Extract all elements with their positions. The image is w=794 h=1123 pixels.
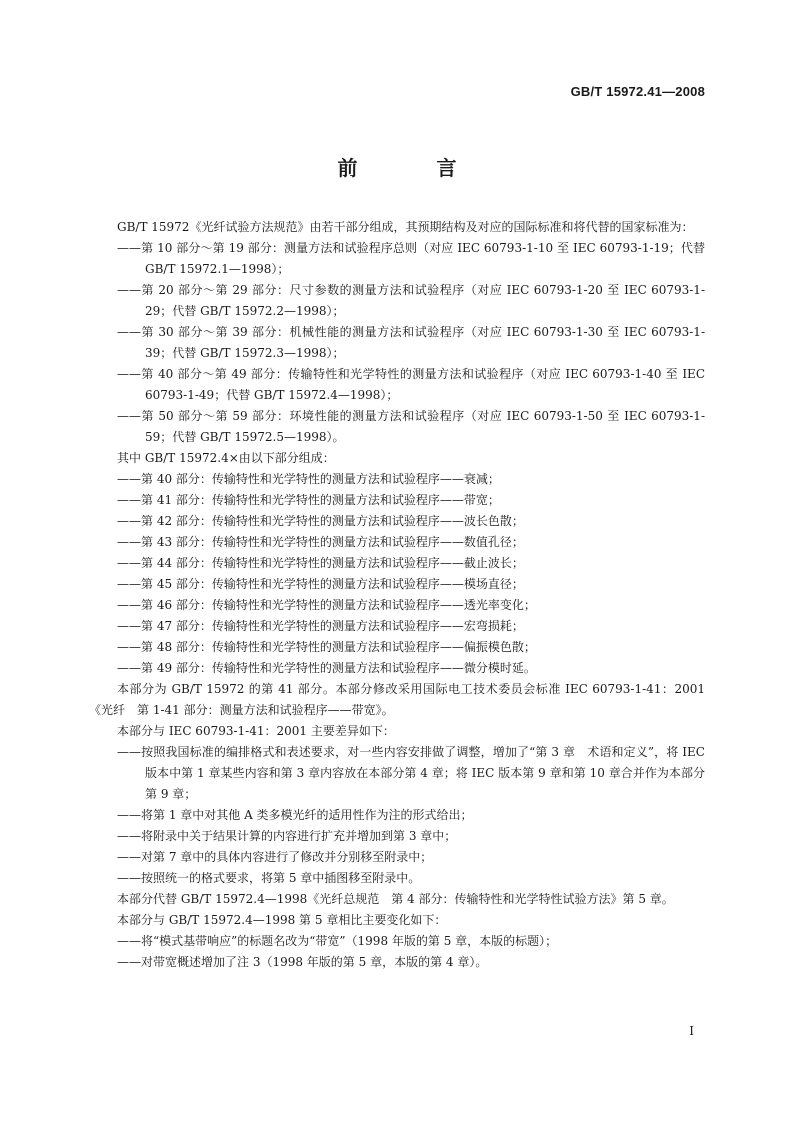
list-item: ——对带宽概述增加了注 3（1998 年版的第 5 章，本版的第 4 章）。 <box>117 955 488 969</box>
list-item: ——第 10 部分～第 19 部分：测量方法和试验程序总则（对应 IEC 60793-1-10 至 IEC 60793-1-19；代替 GB/T 15972.1—1998）； <box>117 241 705 276</box>
list-item: ——第 41 部分：传输特性和光学特性的测量方法和试验程序——带宽； <box>117 493 500 507</box>
list-item: ——第 46 部分：传输特性和光学特性的测量方法和试验程序——透光率变化； <box>117 598 536 612</box>
page-title <box>0 152 794 181</box>
list-item: ——第 45 部分：传输特性和光学特性的测量方法和试验程序——模场直径； <box>117 577 524 591</box>
paragraph: 本部分代替 GB/T 15972.4—1998《光纤总规范 第 4 部分：传输特性和光学特性试验方法》第 5 章。 <box>117 892 674 906</box>
paragraph: 本部分与 GB/T 15972.4—1998 第 5 章相比主要变化如下： <box>117 913 447 927</box>
paragraph: 本部分为 GB/T 15972 的第 41 部分。本部分修改采用国际电工技术委员会标准 IEC 60793-1-41：2001《光纤 第 1-41 部分：测量方法和试验程序——带宽》。 <box>89 682 705 717</box>
standard-code: GB/T 15972.41—2008 <box>570 84 705 99</box>
list-item: ——第 20 部分～第 29 部分：尺寸参数的测量方法和试验程序（对应 IEC 60793-1-20 至 IEC 60793-1-29；代替 GB/T 15972.2—1998）； <box>117 283 705 318</box>
page-number: I <box>689 1024 694 1038</box>
list-item: ——第 44 部分：传输特性和光学特性的测量方法和试验程序——截止波长； <box>117 556 524 570</box>
list-item: ——第 40 部分～第 49 部分：传输特性和光学特性的测量方法和试验程序（对应 IEC 60793-1-40 至 IEC 60793-1-49；代替 GB/T 15972.4—1998）； <box>117 367 705 402</box>
preface-body <box>89 217 705 973</box>
list-item: ——第 43 部分：传输特性和光学特性的测量方法和试验程序——数值孔径； <box>117 535 524 549</box>
list-item: ——将第 1 章中对其他 A 类多模光纤的适用性作为注的形式给出； <box>117 808 473 822</box>
list-item: ——按照统一的格式要求，将第 5 章中插图移至附录中。 <box>117 871 421 885</box>
list-item: ——第 48 部分：传输特性和光学特性的测量方法和试验程序——偏振模色散； <box>117 640 536 654</box>
list-item: ——第 40 部分：传输特性和光学特性的测量方法和试验程序——衰减； <box>117 472 500 486</box>
list-item: ——第 47 部分：传输特性和光学特性的测量方法和试验程序——宏弯损耗； <box>117 619 524 633</box>
list-item: ——第 49 部分：传输特性和光学特性的测量方法和试验程序——微分模时延。 <box>117 661 536 675</box>
list-item: ——按照我国标准的编排格式和表述要求，对一些内容安排做了调整，增加了“第 3 章 术语和定义”，将 IEC 版本中第 1 章某些内容和第 3 章内容放在本部分第 4 章；将 IEC 版本第 9 章和第 10 章合并作为本部分第 9 章； <box>117 745 705 801</box>
list-item: ——将附录中关于结果计算的内容进行扩充并增加到第 3 章中； <box>117 829 457 843</box>
paragraph: 本部分与 IEC 60793-1-41：2001 主要差异如下： <box>117 724 395 738</box>
paragraph: 其中 GB/T 15972.4×由以下部分组成： <box>117 451 335 465</box>
list-item: ——将“模式基带响应”的标题名改为“带宽”（1998 年版的第 5 章，本版的标题）； <box>117 934 558 948</box>
list-item: ——第 30 部分～第 39 部分：机械性能的测量方法和试验程序（对应 IEC 60793-1-30 至 IEC 60793-1-39；代替 GB/T 15972.3—1998）； <box>117 325 705 360</box>
list-item: ——对第 7 章中的具体内容进行了修改并分别移至附录中； <box>117 850 433 864</box>
page-title-text: 前 言 <box>337 156 493 180</box>
paragraph: GB/T 15972《光纤试验方法规范》由若干部分组成，其预期结构及对应的国际标准和将代替的国家标准为： <box>117 220 694 234</box>
list-item: ——第 42 部分：传输特性和光学特性的测量方法和试验程序——波长色散； <box>117 514 524 528</box>
list-item: ——第 50 部分～第 59 部分：环境性能的测量方法和试验程序（对应 IEC 60793-1-50 至 IEC 60793-1-59；代替 GB/T 15972.5—1998）。 <box>117 409 705 444</box>
